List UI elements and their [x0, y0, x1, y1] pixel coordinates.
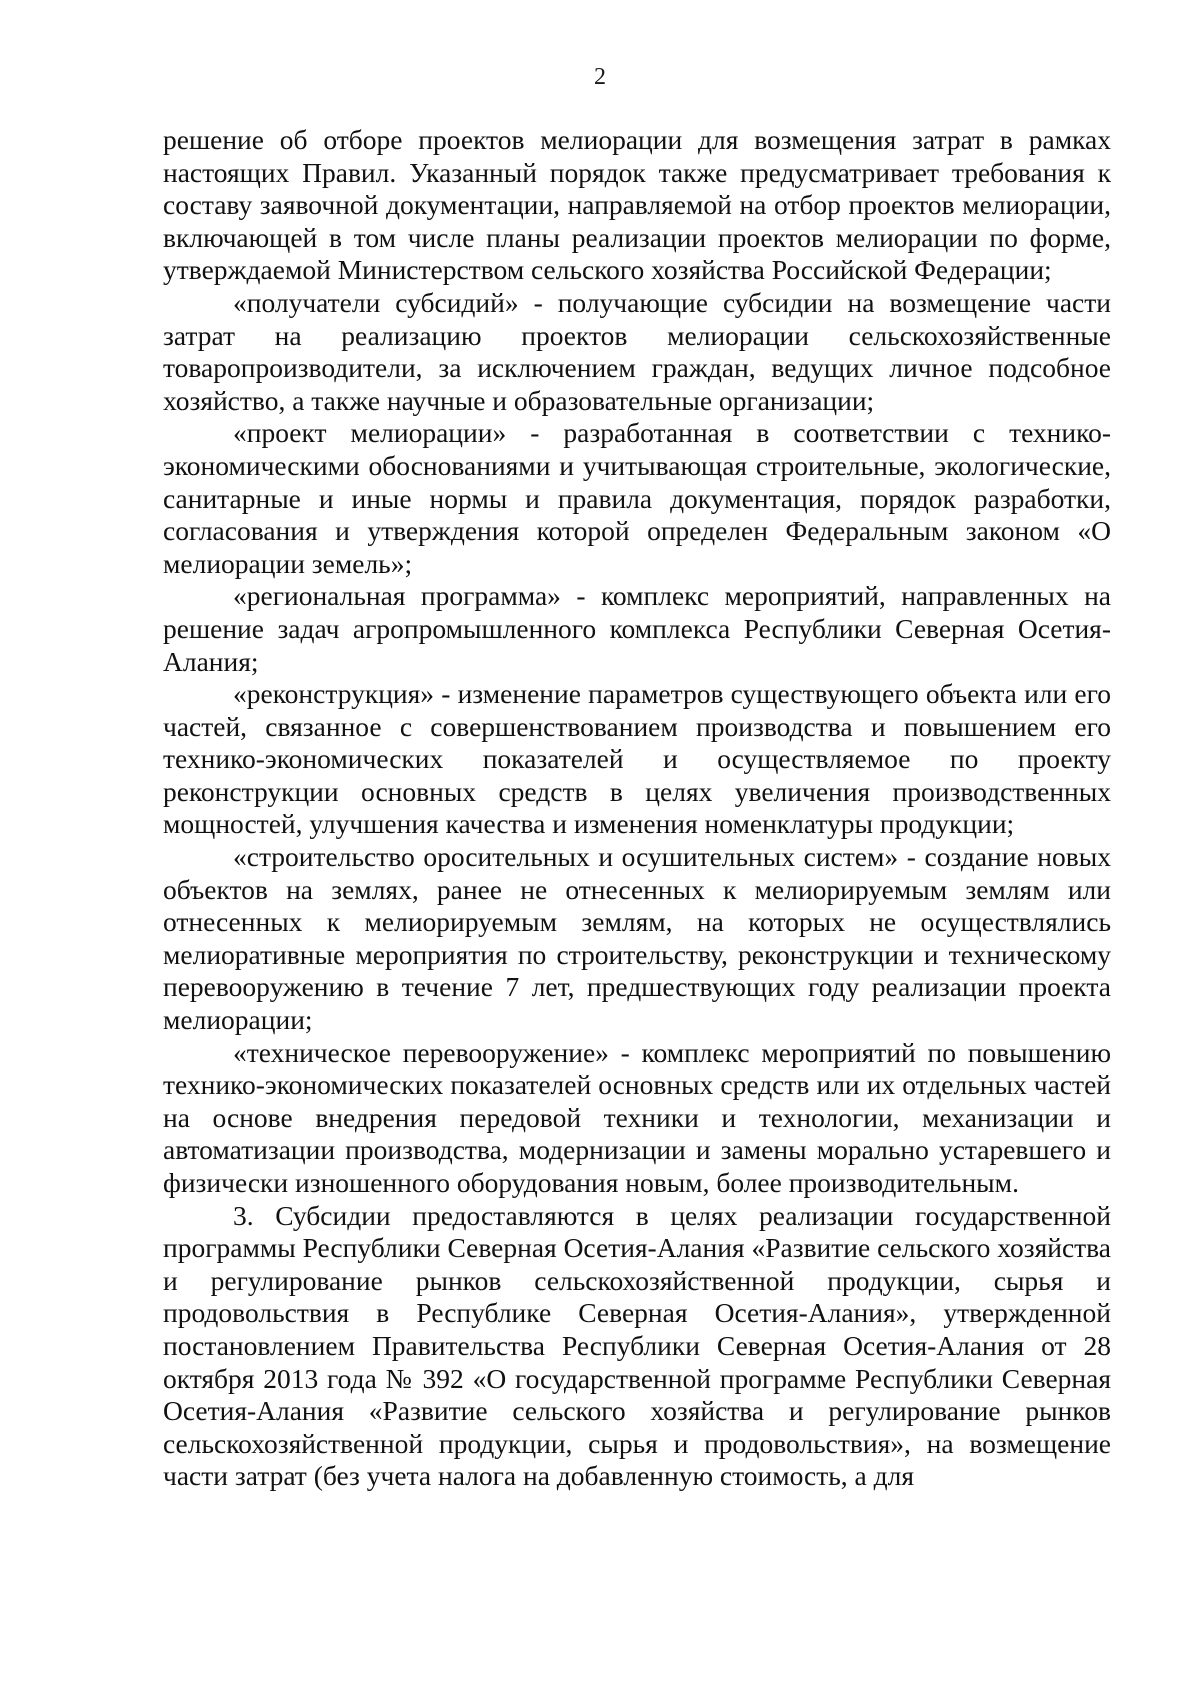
- document-body: [163, 124, 1111, 1493]
- paragraph-2: «получатели субсидий» - получающие субсидии на возмещение части затрат на реализацию проектов мелиорации сельскохозяйственные товаропроизводители, за исключением граждан, ведущих личное подсобное хозяйство, а также научные и образовательные организации;: [163, 286, 1111, 416]
- paragraph-8: 3. Субсидии предоставляются в целях реализации государственной программы Республики Северная Осетия-Алания «Развитие сельского хозяйства и регулирование рынков сельскохозяйственной продукции, сырья и продовольствия в Республике Северная Осетия-Алания», утвержденной постановлением Правительства Республики Северная Осетия-Алания от 28 октября 2013 года № 392 «О государственной программе Республики Северная Осетия-Алания «Развитие сельского хозяйства и регулирование рынков сельскохозяйственной продукции, сырья и продовольствия», на возмещение части затрат (без учета налога на добавленную стоимость, а для: [163, 1199, 1111, 1492]
- paragraph-7: «техническое перевооружение» - комплекс мероприятий по повышению технико-экономических показателей основных средств или их отдельных частей на основе внедрения передовой техники и технологии, механизации и автоматизации производства, модернизации и замены морально устаревшего и физически изношенного оборудования новым, более производительным.: [163, 1036, 1111, 1198]
- paragraph-6: «строительство оросительных и осушительных систем» - создание новых объектов на землях, ранее не отнесенных к мелиорируемым землям или отнесенных к мелиорируемым землям, на которых не осуществлялись мелиоративные мероприятия по строительству, реконструкции и техническому перевооружению в течение 7 лет, предшествующих году реализации проекта мелиорации;: [163, 841, 1111, 1036]
- paragraph-4: «региональная программа» - комплекс мероприятий, направленных на решение задач агропромышленного комплекса Республики Северная Осетия-Алания;: [163, 580, 1111, 677]
- paragraph-5: «реконструкция» - изменение параметров существующего объекта или его частей, связанное с совершенствованием производства и повышением его технико-экономических показателей и осуществляемое по проекту реконструкции основных средств в целях увеличения производственных мощностей, улучшения качества и изменения номенклатуры продукции;: [163, 678, 1111, 840]
- paragraph-1: решение об отборе проектов мелиорации для возмещения затрат в рамках настоящих Правил. Указанный порядок также предусматривает требования к составу заявочной документации, направляемой на отбор проектов мелиорации, включающей в том числе планы реализации проектов мелиорации по форме, утверждаемой Министерством сельского хозяйства Российской Федерации;: [163, 124, 1111, 286]
- paragraph-3: «проект мелиорации» - разработанная в соответствии с технико-экономическими обоснованиями и учитывающая строительные, экологические, санитарные и иные нормы и правила документация, порядок разработки, согласования и утверждения которой определен Федеральным законом «О мелиорации земель»;: [163, 417, 1111, 579]
- page-number: 2: [594, 64, 606, 90]
